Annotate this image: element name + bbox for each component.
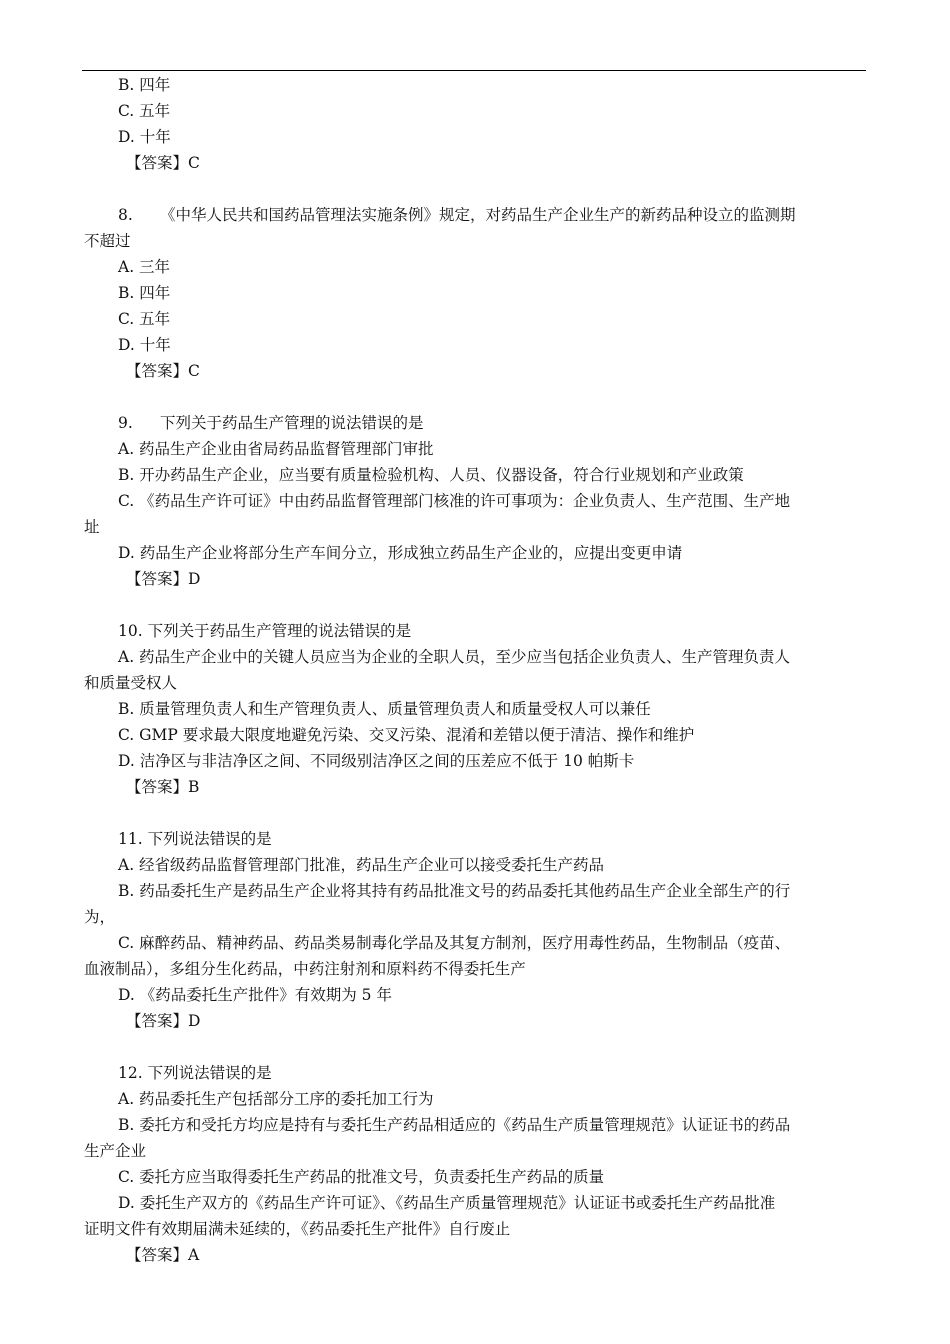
option-line: B. 药品委托生产是药品生产企业将其持有药品批准文号的药品委托其他药品生产企业全部生产的行 (118, 882, 791, 900)
question-number: 11. (118, 830, 143, 848)
question-text: 《中华人民共和国药品管理法实施条例》规定，对药品生产企业生产的新药品种设立的监测期 (160, 206, 796, 224)
question-content (84, 72, 868, 1268)
option-line: B. 质量管理负责人和生产管理负责人、质量管理负责人和质量受权人可以兼任 (118, 700, 651, 718)
question-stem (84, 202, 868, 228)
option-line: B. 开办药品生产企业，应当要有质量检验机构、人员、仪器设备，符合行业规划和产业政策 (118, 466, 744, 484)
question-number: 9. (118, 414, 133, 432)
option-line-continued: 址 (84, 518, 100, 536)
option-line: C. 《药品生产许可证》中由药品监督管理部门核准的许可事项为：企业负责人、生产范围、生产地 (118, 492, 791, 510)
question-number: 12. (118, 1064, 143, 1082)
question-text: 下列关于药品生产管理的说法错误的是 (160, 414, 424, 432)
option-line: A. 经省级药品监督管理部门批准，药品生产企业可以接受委托生产药品 (118, 856, 605, 874)
header-rule (82, 70, 866, 71)
question-stem (84, 1060, 868, 1086)
answer-line: 【答案】C (126, 362, 200, 380)
question-stem (84, 410, 868, 436)
option-line: C. 委托方应当取得委托生产药品的批准文号，负责委托生产药品的质量 (118, 1168, 605, 1186)
option-line: C. GMP 要求最大限度地避免污染、交叉污染、混淆和差错以便于清洁、操作和维护 (118, 726, 695, 744)
option-line: D. 《药品委托生产批件》有效期为 5 年 (118, 986, 392, 1004)
question-text-continued: 不超过 (84, 232, 131, 250)
option-line: C. 五年 (118, 102, 171, 120)
option-line: B. 四年 (118, 76, 171, 94)
option-line: B. 四年 (118, 284, 171, 302)
spacer (84, 176, 868, 202)
spacer (84, 1034, 868, 1060)
option-line: D. 洁净区与非洁净区之间、不同级别洁净区之间的压差应不低于 10 帕斯卡 (118, 752, 635, 770)
option-line: A. 药品生产企业由省局药品监督管理部门审批 (118, 440, 434, 458)
option-line: B. 委托方和受托方均应是持有与委托生产药品相适应的《药品生产质量管理规范》认证证书的药品 (118, 1116, 791, 1134)
option-line: A. 药品委托生产包括部分工序的委托加工行为 (118, 1090, 434, 1108)
spacer (84, 592, 868, 618)
question-stem (84, 618, 868, 644)
question-text: 下列关于药品生产管理的说法错误的是 (147, 622, 412, 640)
answer-line: 【答案】D (126, 1012, 201, 1030)
option-line: D. 十年 (118, 336, 171, 354)
option-line-continued: 为， (84, 908, 116, 926)
spacer (84, 800, 868, 826)
option-line: D. 药品生产企业将部分生产车间分立，形成独立药品生产企业的，应提出变更申请 (118, 544, 683, 562)
option-line: D. 十年 (118, 128, 171, 146)
answer-line: 【答案】D (126, 570, 201, 588)
answer-line: 【答案】C (126, 154, 200, 172)
question-number: 10. (118, 622, 143, 640)
question-number: 8. (118, 206, 133, 224)
option-line-continued: 和质量受权人 (84, 674, 178, 692)
answer-line: 【答案】A (126, 1246, 200, 1264)
option-line-continued: 血液制品），多组分生化药品，中药注射剂和原料药不得委托生产 (84, 960, 526, 978)
option-line-continued: 证明文件有效期届满未延续的，《药品委托生产批件》自行废止 (84, 1220, 511, 1238)
question-stem (84, 826, 868, 852)
option-line: A. 药品生产企业中的关键人员应当为企业的全职人员，至少应当包括企业负责人、生产管理负责人 (118, 648, 791, 666)
option-line: C. 五年 (118, 310, 171, 328)
option-line-continued: 生产企业 (84, 1142, 147, 1160)
question-text: 下列说法错误的是 (147, 1064, 272, 1082)
answer-line: 【答案】B (126, 778, 200, 796)
option-line: C. 麻醉药品、精神药品、药品类易制毒化学品及其复方制剂，医疗用毒性药品，生物制品（疫苗、 (118, 934, 791, 952)
option-line: A. 三年 (118, 258, 171, 276)
option-line: D. 委托生产双方的《药品生产许可证》、《药品生产质量管理规范》认证证书或委托生产药品批准 (118, 1194, 776, 1212)
spacer (84, 384, 868, 410)
question-text: 下列说法错误的是 (147, 830, 272, 848)
